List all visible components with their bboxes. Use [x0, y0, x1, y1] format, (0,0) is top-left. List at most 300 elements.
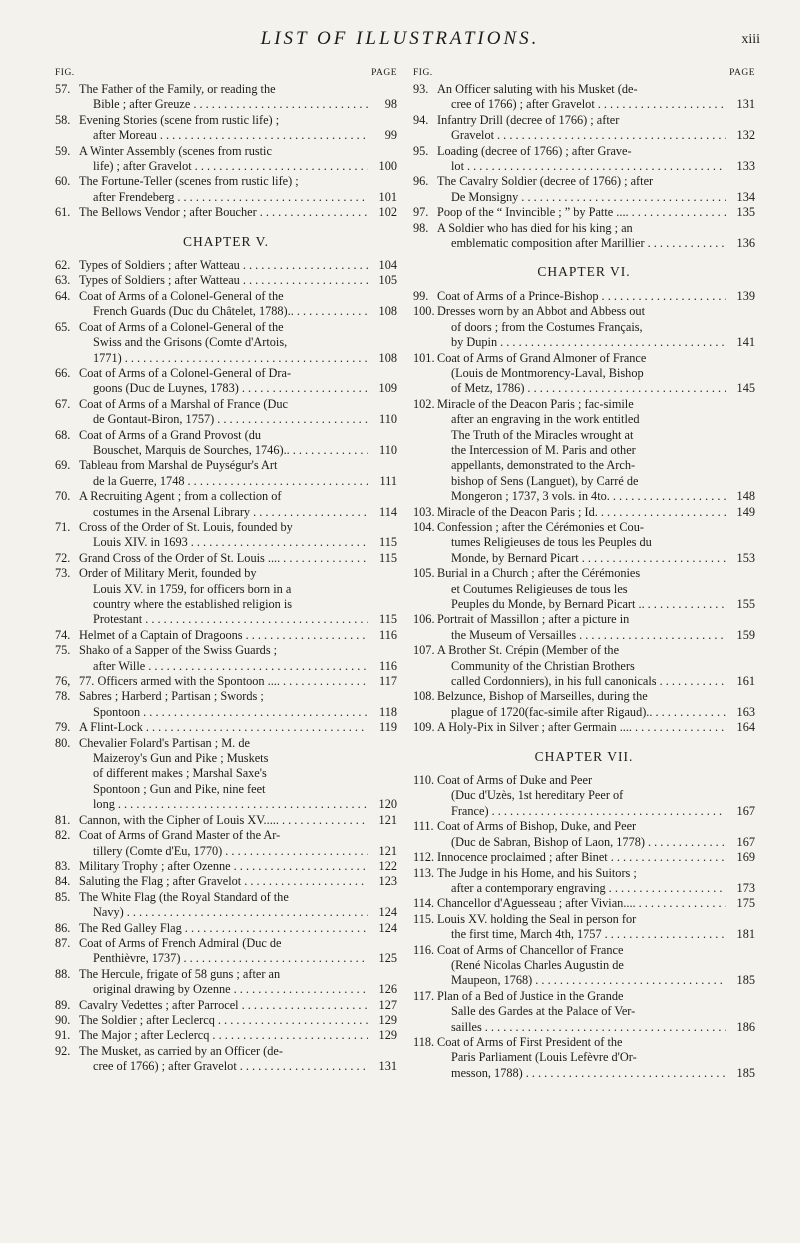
entry-title-line: goons (Duc de Luynes, 1783)	[93, 381, 239, 396]
entry-title-line: Infantry Drill (decree of 1766) ; after	[437, 112, 620, 127]
column-header	[55, 66, 397, 82]
entry-title-line: Chevalier Folard's Partisan ; M. de	[79, 735, 250, 750]
illustration-entry	[55, 720, 397, 735]
entry-page-number: 104	[378, 258, 397, 273]
entry-title-line: Burial in a Church ; after the Cérémonies	[437, 566, 641, 581]
entry-title-line: Coat of Arms of a Colonel-General of the	[79, 288, 284, 303]
illustration-entry	[55, 397, 397, 428]
illustration-entry	[413, 689, 755, 720]
entry-page-number: 131	[378, 1059, 397, 1074]
left-column-body	[55, 82, 397, 1075]
figure-number: 104.	[413, 519, 435, 534]
entry-page-number: 181	[736, 927, 755, 942]
dot-leader	[148, 659, 368, 674]
entry-title-line: Monde, by Bernard Picart	[451, 550, 579, 565]
entry-title-line: Coat of Arms of a Grand Provost (du	[79, 427, 262, 442]
dot-leader	[579, 628, 726, 643]
entry-title-line: Innocence proclaimed ; after Binet	[437, 850, 608, 865]
entry-title-line: Protestant	[93, 612, 143, 627]
dot-leader	[648, 835, 726, 850]
dot-leader	[655, 705, 726, 720]
entry-title-line: Mongeron ; 1737, 3 vols. in 4to.	[451, 489, 610, 504]
entry-page-number: 98	[384, 97, 397, 112]
entry-title-line: Miracle of the Deacon Paris ; fac-simile	[437, 396, 634, 411]
entry-page-number: 129	[378, 1012, 397, 1027]
entry-title-line: Coat of Arms of a Prince-Bishop	[437, 288, 599, 303]
entry-title-line: country where the established religion is	[93, 597, 293, 611]
figure-number: 98.	[413, 220, 429, 235]
entry-page-number: 134	[736, 189, 755, 204]
figure-number: 57.	[55, 82, 71, 96]
dot-leader	[118, 797, 368, 812]
entry-page-number: 110	[379, 412, 397, 427]
entry-page-number: 141	[736, 335, 755, 350]
figure-number: 101.	[413, 350, 435, 365]
entry-title-line: cree of 1766) ; after Gravelot	[451, 97, 595, 112]
entry-page-number: 126	[378, 982, 397, 997]
entry-title-line: A Brother St. Crépin (Member of the	[437, 643, 620, 658]
entry-page-number: 159	[736, 627, 755, 642]
entry-page-number: 125	[378, 951, 397, 966]
dot-leader	[613, 489, 726, 504]
entry-title-line: Helmet of a Captain of Dragoons	[79, 627, 243, 642]
entry-title-line: messon, 1788)	[451, 1065, 523, 1080]
entry-title-line: after Moreau	[93, 128, 157, 143]
figure-number: 102.	[413, 396, 435, 411]
entry-title-line: Coat of Arms of Duke and Peer	[437, 773, 593, 788]
entry-title-line: Types of Soldiers ; after Watteau	[79, 273, 240, 288]
entry-title-line: after an engraving in the work entitled	[451, 412, 640, 427]
dot-leader	[639, 896, 726, 911]
figure-number: 64.	[55, 288, 71, 303]
entry-title-line: The Bellows Vendor ; after Boucher	[79, 205, 257, 220]
right-column	[413, 66, 755, 1081]
entry-title-line: Plan of a Bed of Justice in the Grande	[437, 988, 624, 1003]
entry-page-number: 120	[378, 797, 397, 812]
entry-title-line: Miracle of the Deacon Paris ; Id.	[437, 504, 598, 519]
figure-number: 87.	[55, 935, 71, 950]
entry-page-number: 169	[736, 850, 755, 865]
figure-number: 76,	[55, 674, 71, 689]
dot-leader	[527, 381, 726, 396]
dot-leader	[521, 190, 726, 205]
dot-leader	[243, 273, 368, 288]
illustration-entry	[55, 520, 397, 551]
dot-leader	[242, 998, 368, 1013]
entry-page-number: 135	[736, 205, 755, 220]
dot-leader	[218, 1013, 368, 1028]
entry-page-number: 108	[378, 304, 397, 319]
figure-number: 95.	[413, 143, 429, 158]
illustration-entry	[55, 1028, 397, 1043]
dot-leader	[500, 335, 726, 350]
figure-number: 107.	[413, 643, 435, 658]
entry-title-line: The Truth of the Miracles wrought at	[451, 427, 634, 442]
dot-leader	[240, 1059, 368, 1074]
dot-leader	[602, 289, 726, 304]
figure-number: 110.	[413, 773, 435, 788]
dot-leader	[185, 921, 368, 936]
right-column-body	[413, 82, 755, 1081]
entry-title-line: costumes in the Arsenal Library	[93, 504, 251, 519]
entry-title-line: Navy)	[93, 905, 124, 920]
entry-title-line: France)	[451, 803, 489, 818]
entry-title-line: de Gontaut-Biron, 1757)	[93, 412, 215, 427]
dot-leader	[177, 190, 368, 205]
entry-title-line: of Metz, 1786)	[451, 381, 525, 396]
figure-number: 58.	[55, 112, 71, 127]
entry-title-line: A Winter Assembly (scenes from rustic	[79, 143, 272, 158]
illustration-entry	[413, 221, 755, 252]
illustration-entry	[413, 304, 755, 350]
entry-page-number: 116	[379, 627, 397, 642]
dot-leader	[217, 412, 368, 427]
illustration-entry	[55, 566, 397, 628]
entry-page-number: 124	[378, 920, 397, 935]
illustration-entry	[55, 813, 397, 828]
entry-title-line: (Duc de Sabran, Bishop of Laon, 1778)	[451, 834, 645, 849]
illustration-entry	[55, 82, 397, 113]
figure-number: 66.	[55, 365, 71, 380]
figure-number: 86.	[55, 920, 71, 935]
figure-number: 68.	[55, 427, 71, 442]
entry-title-line: by Dupin	[451, 335, 498, 350]
figure-number: 84.	[55, 874, 71, 889]
entry-title-line: Penthièvre, 1737)	[93, 951, 181, 966]
entry-page-number: 121	[378, 843, 397, 858]
entry-page-number: 133	[736, 159, 755, 174]
dot-leader	[145, 612, 368, 627]
entry-page-number: 124	[378, 905, 397, 920]
entry-title-line: (Duc d'Uzès, 1st hereditary Peer of	[451, 788, 624, 803]
entry-page-number: 115	[379, 612, 397, 627]
entry-title-line: Chancellor d'Aguesseau ; after Vivian....	[437, 896, 636, 911]
entry-page-number: 114	[379, 504, 397, 519]
entry-page-number: 101	[378, 189, 397, 204]
entry-page-number: 167	[736, 803, 755, 818]
entry-title-line: Military Trophy ; after Ozenne	[79, 858, 231, 873]
illustration-entry	[413, 144, 755, 175]
illustration-entry	[55, 458, 397, 489]
illustration-entry	[413, 896, 755, 911]
dot-leader	[635, 720, 726, 735]
entry-title-line: cree of 1766) ; after Gravelot	[93, 1059, 237, 1074]
entry-title-line: of doors ; from the Costumes Français,	[451, 319, 643, 334]
figure-number: 85.	[55, 889, 71, 904]
illustration-entry	[55, 174, 397, 205]
entry-title-line: A Flint-Lock	[79, 720, 143, 735]
figure-number: 79.	[55, 720, 71, 735]
dot-leader	[160, 128, 368, 143]
entry-page-number: 153	[736, 550, 755, 565]
entry-title-line: 77. Officers armed with the Spontoon ....	[79, 674, 280, 689]
dot-leader	[632, 205, 726, 220]
dot-leader	[212, 1028, 368, 1043]
figure-number: 88.	[55, 966, 71, 981]
chapter-heading: CHAPTER V.	[182, 233, 270, 249]
figure-number: 93.	[413, 82, 429, 96]
figure-number: 91.	[55, 1028, 71, 1043]
figure-number: 100.	[413, 304, 435, 319]
entry-page-number: 129	[378, 1028, 397, 1043]
figure-number: 105.	[413, 566, 435, 581]
illustration-entry	[55, 258, 397, 273]
illustration-entry	[55, 551, 397, 566]
illustration-entry	[413, 205, 755, 220]
entry-page-number: 136	[736, 236, 755, 251]
illustration-entry	[55, 874, 397, 889]
figure-number: 72.	[55, 550, 71, 565]
entry-page-number: 155	[736, 597, 755, 611]
illustration-entry	[55, 289, 397, 320]
illustration-entry	[413, 643, 755, 689]
entry-title-line: of different makes ; Marshal Saxe's	[93, 766, 267, 781]
figure-number: 92.	[55, 1043, 71, 1058]
entry-title-line: Order of Military Merit, founded by	[79, 566, 257, 581]
fig-label: FIG.	[55, 68, 75, 78]
illustration-entry	[55, 1044, 397, 1075]
entry-title-line: tillery (Comte d'Eu, 1770)	[93, 843, 223, 858]
entry-page-number: 132	[736, 128, 755, 143]
illustration-entry	[413, 943, 755, 989]
illustration-entry	[413, 612, 755, 643]
entry-title-line: Spontoon	[93, 704, 141, 719]
illustration-entry	[55, 859, 397, 874]
figure-number: 97.	[413, 205, 429, 220]
entry-page-number: 145	[736, 381, 755, 396]
dot-leader	[293, 443, 368, 458]
illustration-entry	[55, 674, 397, 689]
entry-title-line: (René Nicolas Charles Augustin de	[451, 957, 624, 972]
figure-number: 73.	[55, 566, 71, 581]
dot-leader	[660, 674, 726, 689]
figure-number: 78.	[55, 689, 71, 704]
entry-title-line: 1771)	[93, 350, 122, 365]
entry-title-line: The Cavalry Soldier (decree of 1766) ; after	[437, 174, 654, 189]
illustration-entry	[413, 397, 755, 505]
illustration-entry	[413, 351, 755, 397]
figure-number: 103.	[413, 504, 435, 519]
dot-leader	[582, 551, 726, 566]
entry-title-line: Salle des Gardes at the Palace of Ver-	[451, 1004, 636, 1019]
entry-title-line: emblematic composition after Marillier	[451, 236, 645, 251]
illustration-entry	[413, 174, 755, 205]
dot-leader	[234, 859, 368, 874]
illustration-entry	[413, 82, 755, 113]
entry-page-number: 163	[736, 704, 755, 719]
running-head-title: LIST OF ILLUSTRATIONS.	[260, 28, 540, 49]
dot-leader	[605, 927, 726, 942]
dot-leader	[609, 881, 726, 896]
column-header	[413, 66, 755, 82]
dot-leader	[225, 844, 368, 859]
entry-title-line: A Soldier who has died for his king ; an	[437, 220, 633, 235]
illustration-entry	[55, 1013, 397, 1028]
entry-title-line: after Wille	[93, 658, 146, 673]
figure-number: 74.	[55, 627, 71, 642]
dot-leader	[183, 951, 368, 966]
entry-page-number: 173	[736, 880, 755, 895]
entry-title-line: The White Flag (the Royal Standard of the	[79, 889, 289, 904]
illustration-entry	[55, 205, 397, 220]
illustration-entry	[413, 773, 755, 819]
figure-number: 109.	[413, 720, 435, 735]
entry-page-number: 100	[378, 159, 397, 174]
entry-title-line: Louis XV. holding the Seal in person for	[437, 911, 637, 926]
dot-leader	[193, 97, 368, 112]
entry-title-line: life) ; after Gravelot	[93, 159, 192, 174]
entry-title-line: Cavalry Vedettes ; after Parrocel	[79, 997, 239, 1012]
dot-leader	[234, 982, 368, 997]
entry-title-line: Coat of Arms of Chancellor of France	[437, 942, 624, 957]
illustration-entry	[413, 113, 755, 144]
illustration-entry	[55, 628, 397, 643]
illustration-entry	[55, 428, 397, 459]
entry-title-line: Maupeon, 1768)	[451, 973, 533, 988]
entry-title-line: Community of the Christian Brothers	[451, 658, 635, 673]
entry-title-line: A Holy-Pix in Silver ; after Germain ....	[437, 720, 633, 735]
dot-leader	[146, 720, 368, 735]
illustration-entry	[55, 643, 397, 674]
page-label: PAGE	[729, 68, 755, 78]
illustration-entry	[55, 273, 397, 288]
entry-title-line: The Major ; after Leclercq	[79, 1028, 210, 1043]
entry-page-number: 175	[736, 896, 755, 911]
illustration-entry	[413, 912, 755, 943]
dot-leader	[598, 97, 726, 112]
page-number: xiii	[741, 32, 760, 47]
dot-leader	[535, 973, 726, 988]
dot-leader	[611, 850, 726, 865]
figure-number: 80.	[55, 735, 71, 750]
dot-leader	[243, 258, 368, 273]
entry-title-line: French Guards (Duc du Châtelet, 1788)..	[93, 304, 294, 319]
illustration-entry	[413, 866, 755, 897]
entry-page-number: 164	[736, 720, 755, 735]
dot-leader	[297, 304, 368, 319]
entry-title-line: A Recruiting Agent ; from a collection of	[79, 489, 282, 504]
figure-number: 75.	[55, 643, 71, 658]
entry-title-line: The Musket, as carried by an Officer (de-	[79, 1043, 283, 1058]
left-column	[55, 66, 397, 1075]
entry-title-line: De Monsigny	[451, 189, 519, 204]
entry-page-number: 116	[379, 658, 397, 673]
entry-title-line: Swiss and the Grisons (Comte d'Artois,	[93, 335, 288, 350]
entry-title-line: after Frendeberg	[93, 189, 175, 204]
figure-number: 62.	[55, 258, 71, 273]
illustration-entry	[413, 850, 755, 865]
figure-number: 67.	[55, 396, 71, 411]
entry-title-line: lot	[451, 159, 464, 174]
dot-leader	[282, 813, 368, 828]
figure-number: 61.	[55, 205, 71, 220]
figure-number: 90.	[55, 1012, 71, 1027]
dot-leader	[188, 474, 368, 489]
entry-title-line: The Soldier ; after Leclercq	[79, 1012, 215, 1027]
figure-number: 106.	[413, 612, 435, 627]
figure-number: 99.	[413, 288, 429, 303]
entry-title-line: Coat of Arms of Bishop, Duke, and Peer	[437, 819, 637, 834]
figure-number: 114.	[413, 896, 435, 911]
entry-page-number: 99	[384, 128, 397, 143]
figure-number: 63.	[55, 273, 71, 288]
illustration-entry	[55, 828, 397, 859]
entry-title-line: Coat of Arms of French Admiral (Duc de	[79, 935, 282, 950]
illustration-entry	[55, 113, 397, 144]
entry-title-line: Belzunce, Bishop of Marseilles, during the	[437, 689, 648, 704]
figure-number: 113.	[413, 865, 435, 880]
illustration-entry	[55, 489, 397, 520]
figure-number: 96.	[413, 174, 429, 189]
entry-page-number: 161	[736, 674, 755, 689]
fig-label: FIG.	[413, 68, 433, 78]
entry-title-line: Cross of the Order of St. Louis, founded by	[79, 519, 293, 534]
entry-title-line: Gravelot	[451, 128, 495, 143]
page-label: PAGE	[371, 68, 397, 78]
entry-page-number: 185	[736, 973, 755, 988]
entry-title-line: the Intercession of M. Paris and other	[451, 442, 636, 457]
entry-page-number: 139	[736, 288, 755, 303]
entry-title-line: Cannon, with the Cipher of Louis XV.....	[79, 812, 279, 827]
illustration-entry	[413, 289, 755, 304]
figure-number: 94.	[413, 112, 429, 127]
entry-title-line: bishop of Sens (Languet), by Carré de	[451, 473, 639, 488]
dot-leader	[485, 1020, 726, 1035]
entry-title-line: sailles	[451, 1019, 482, 1034]
entry-page-number: 131	[736, 97, 755, 112]
entry-page-number: 148	[736, 489, 755, 504]
entry-page-number: 119	[379, 720, 397, 735]
entry-title-line: Grand Cross of the Order of St. Louis ....	[79, 550, 281, 565]
entry-title-line: et Coutumes Religieuses de tous les	[451, 581, 628, 596]
figure-number: 83.	[55, 858, 71, 873]
entry-title-line: plague of 1720(fac-simile after Rigaud)..	[451, 704, 653, 719]
dot-leader	[244, 874, 368, 889]
entry-title-line: Bouschet, Marquis de Sourches, 1746)..	[93, 442, 290, 457]
figure-number: 59.	[55, 143, 71, 158]
entry-title-line: Dresses worn by an Abbot and Abbess out	[437, 304, 646, 319]
dot-leader	[283, 674, 368, 689]
entry-title-line: tumes Religieuses de tous les Peuples du	[451, 535, 652, 550]
entry-page-number: 121	[378, 812, 397, 827]
entry-title-line: Peuples du Monde, by Bernard Picart ..	[451, 597, 645, 611]
figure-number: 69.	[55, 458, 71, 473]
figure-number: 82.	[55, 828, 71, 843]
entry-title-line: Evening Stories (scene from rustic life) ;	[79, 112, 280, 127]
entry-title-line: Coat of Arms of a Colonel-General of Dra-	[79, 365, 292, 380]
illustration-entry	[413, 819, 755, 850]
entry-title-line: long	[93, 797, 115, 812]
entry-title-line: after a contemporary engraving	[451, 880, 606, 895]
dot-leader	[492, 804, 726, 819]
entry-title-line: Shako of a Sapper of the Swiss Guards ;	[79, 643, 278, 658]
entry-title-line: The Father of the Family, or reading the	[79, 82, 276, 96]
entry-title-line: Louis XV. in 1759, for officers born in a	[93, 581, 292, 596]
dot-leader	[283, 551, 368, 566]
entry-title-line: The Hercule, frigate of 58 guns ; after an	[79, 966, 281, 981]
figure-number: 60.	[55, 174, 71, 189]
figure-number: 111.	[413, 819, 434, 834]
entry-page-number: 102	[378, 205, 397, 220]
entry-page-number: 110	[379, 442, 397, 457]
dot-leader	[497, 128, 726, 143]
entry-page-number: 149	[736, 504, 755, 519]
figure-number: 71.	[55, 519, 71, 534]
figure-number: 108.	[413, 689, 435, 704]
entry-title-line: Coat of Arms of First President of the	[437, 1034, 623, 1049]
figure-number: 117.	[413, 988, 435, 1003]
entry-page-number: 111	[379, 473, 397, 488]
